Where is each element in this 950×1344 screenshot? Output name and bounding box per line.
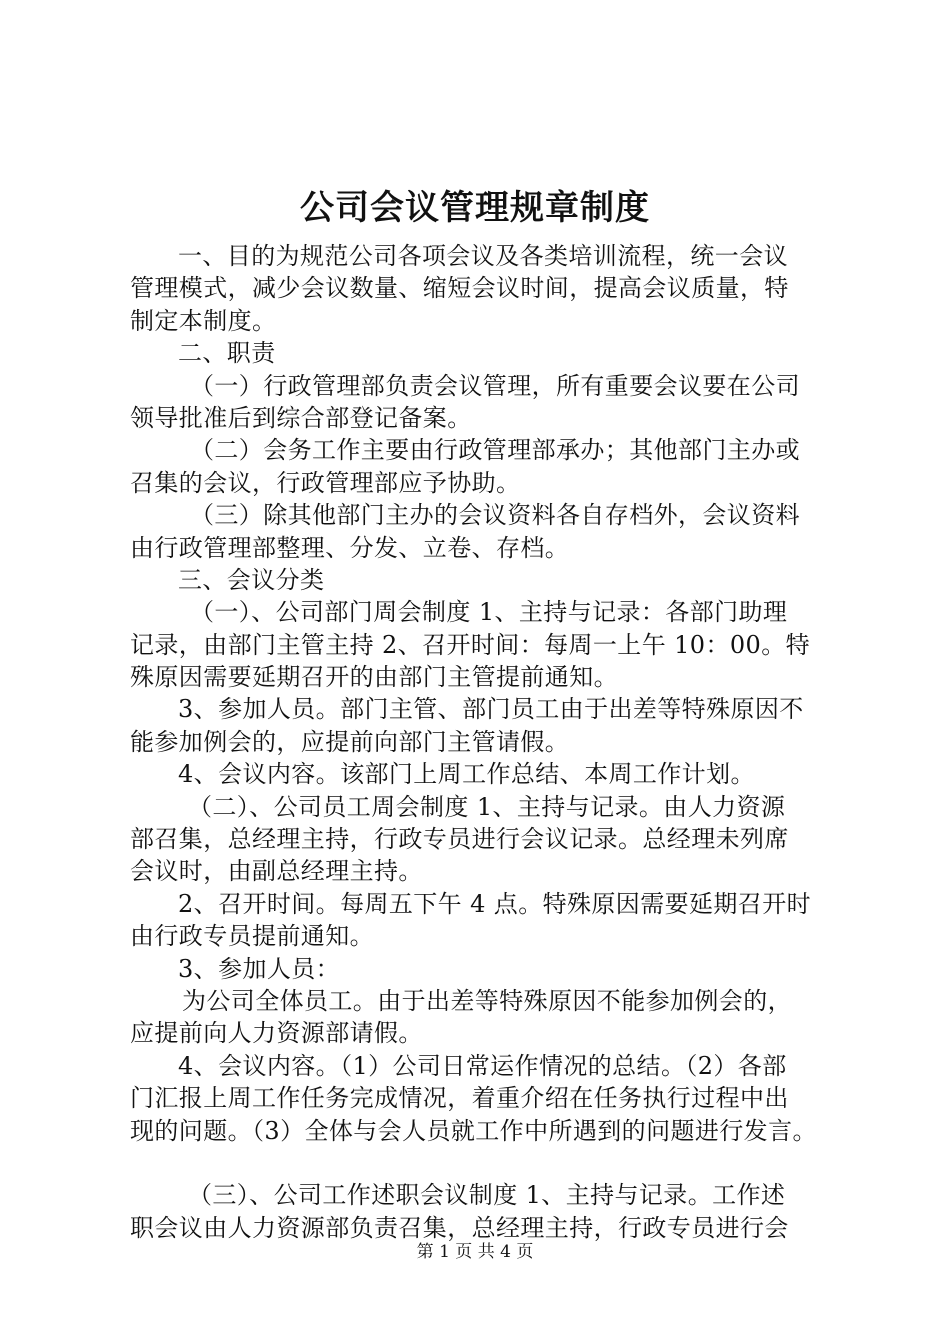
paragraph-line: 3、参加人员。部门主管、部门员工由于出差等特殊原因不 [178, 695, 804, 724]
paragraph-line: 管理模式，减少会议数量、缩短会议时间，提高会议质量，特 [130, 274, 789, 303]
paragraph-line: 门汇报上周工作任务完成情况，着重介绍在任务执行过程中出 [130, 1084, 789, 1113]
paragraph-line: 2、召开时间。每周五下午 4 点。特殊原因需要延期召开时 [178, 889, 811, 918]
paragraph-line: 一、目的为规范公司各项会议及各类培训流程，统一会议 [178, 242, 788, 270]
paragraph-line: 职会议由人力资源部负责召集，总经理主持，行政专员进行会 [130, 1213, 789, 1242]
paragraph-line: 制定本制度。 [130, 306, 277, 335]
paragraph-gap [130, 1147, 840, 1179]
paragraph-line: 3、参加人员： [178, 954, 341, 983]
paragraph-line: 记录，由部门主管主持 2、召开时间：每周一上午 10：00。特 [130, 630, 811, 659]
paragraph-line: 殊原因需要延期召开的由部门主管提前通知。 [130, 663, 618, 692]
paragraph-line: 会议时，由副总经理主持。 [130, 857, 423, 886]
paragraph-line: （三）除其他部门主办的会议资料各自存档外，会议资料 [190, 501, 800, 530]
paragraph-line: 部召集，总经理主持，行政专员进行会议记录。总经理未列席 [130, 825, 789, 854]
paragraph-line: （一）行政管理部负责会议管理，所有重要会议要在公司 [190, 371, 800, 400]
paragraph-line: 召集的会议，行政管理部应予协助。 [130, 468, 521, 497]
paragraph-line: 由行政管理部整理、分发、立卷、存档。 [130, 533, 570, 562]
document-title: 公司会议管理规章制度 [300, 188, 650, 228]
section-heading: 二、职责 [178, 339, 276, 368]
paragraph-line: 领导批准后到综合部登记备案。 [130, 403, 472, 432]
paragraph-line: 能参加例会的，应提前向部门主管请假。 [130, 727, 570, 756]
paragraph-line: 4、会议内容。（1）公司日常运作情况的总结。（2）各部 [178, 1051, 787, 1080]
section-heading: 三、会议分类 [178, 565, 325, 594]
page-number-footer: 第 1 页 共 4 页 [416, 1242, 534, 1262]
paragraph-line: 应提前向人力资源部请假。 [130, 1019, 423, 1048]
paragraph-line: 为公司全体员工。由于出差等特殊原因不能参加例会的， [182, 986, 792, 1015]
paragraph-line: 现的问题。（3）全体与会人员就工作中所遇到的问题进行发言。 [130, 1116, 817, 1145]
paragraph-line: 由行政专员提前通知。 [130, 922, 374, 951]
document-body [130, 240, 840, 1244]
paragraph-line: （二）、公司员工周会制度 1、主持与记录。由人力资源 [188, 792, 786, 821]
paragraph-line: 4、会议内容。该部门上周工作总结、本周工作计划。 [178, 760, 755, 789]
paragraph-line: （三）、公司工作述职会议制度 1、主持与记录。工作述 [188, 1181, 786, 1210]
paragraph-line: （二）会务工作主要由行政管理部承办；其他部门主办或 [190, 436, 800, 465]
paragraph-line: （一）、公司部门周会制度 1、主持与记录：各部门助理 [190, 598, 788, 627]
